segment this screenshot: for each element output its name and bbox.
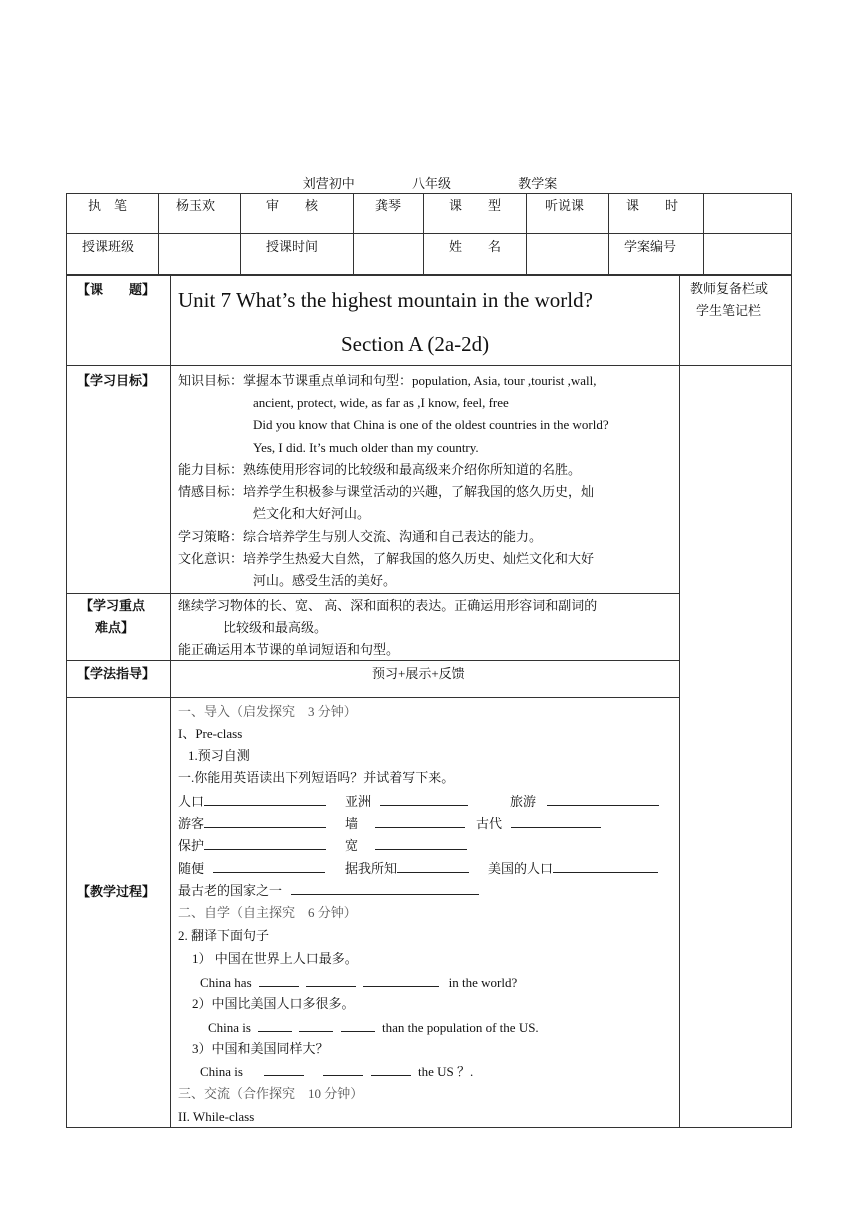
phrase-item: 美国的人口 <box>488 859 658 878</box>
unit-title: Unit 7 What’s the highest mountain in the world? <box>178 288 593 312</box>
phrase-item: 游客 <box>178 814 326 833</box>
key-point-line: 比较级和最高级。 <box>223 620 328 635</box>
lesson-type-value: 听说课 <box>545 198 585 213</box>
section-heading: 一、导入（启发探究 3 分钟） <box>178 704 357 719</box>
answer-blank[interactable] <box>264 1062 304 1076</box>
page-header <box>0 173 860 192</box>
objective-line: 学习策略：综合培养学生与别人交流、沟通和自己表达的能力。 <box>178 529 543 544</box>
key-point-line: 能正确运用本节课的单词短语和句型。 <box>178 642 400 657</box>
reviewer-value: 龚琴 <box>375 198 402 213</box>
phrase-item: 亚洲 <box>345 792 468 811</box>
pre-test-heading: 1.预习自测 <box>188 748 250 763</box>
while-class-heading: II. While-class <box>178 1109 255 1124</box>
objective-line: 河山。感受生活的美好。 <box>253 573 397 588</box>
topic-label: 【课 题】 <box>77 282 156 297</box>
answer-blank[interactable] <box>204 836 326 850</box>
class-label: 授课班级 <box>82 239 135 254</box>
answer-blank[interactable] <box>204 792 326 806</box>
objective-line: Yes, I did. It’s much older than my country. <box>253 440 479 455</box>
sentence-cn: 3）中国和美国同样大？ <box>192 1041 329 1056</box>
objective-line: 文化意识：培养学生热爱大自然，了解我国的悠久历史、灿烂文化和大好 <box>178 551 595 566</box>
notes-label-1: 教师复备栏或 <box>690 281 769 296</box>
answer-blank[interactable] <box>323 1062 363 1076</box>
answer-blank[interactable] <box>547 792 659 806</box>
sentence-cn: 2）中国比美国人口多很多。 <box>192 996 355 1011</box>
method-label: 【学法指导】 <box>77 666 156 681</box>
phrase-item: 随便 <box>178 859 325 878</box>
period-label: 课 时 <box>626 198 679 213</box>
answer-blank[interactable] <box>213 859 325 873</box>
phrase-item: 墙 <box>345 814 465 833</box>
answer-blank[interactable] <box>380 792 468 806</box>
answer-blank[interactable] <box>204 814 326 828</box>
objective-line: ancient, protect, wide, as far as ,I know, feel, free <box>253 395 509 410</box>
answer-blank[interactable] <box>258 1018 292 1032</box>
process-label: 【教学过程】 <box>77 884 156 899</box>
question-text: 一.你能用英语读出下列短语吗？并试着写下来。 <box>178 770 455 785</box>
notes-label-2: 学生笔记栏 <box>696 303 762 318</box>
objective-line: 能力目标：熟练使用形容词的比较级和最高级来介绍你所知道的名胜。 <box>178 462 582 477</box>
sentence-cn: 1） 中国在世界上人口最多。 <box>192 951 358 966</box>
sentence-en: China is than the population of the US. <box>208 1020 539 1035</box>
case-number-label: 学案编号 <box>624 239 677 254</box>
answer-blank[interactable] <box>511 814 601 828</box>
objective-line: 知识目标：掌握本节课重点单词和句型：population, Asia, tour ,tourist ,wall, <box>178 373 597 388</box>
objective-line: 情感目标：培养学生积极参与课堂活动的兴趣，了解我国的悠久历史，灿 <box>178 484 595 499</box>
phrase-item: 古代 <box>476 814 601 833</box>
key-points-label-1: 【学习重点 <box>80 598 146 613</box>
key-points-label-2: 难点】 <box>95 620 135 635</box>
answer-blank[interactable] <box>375 814 465 828</box>
student-name-label: 姓 名 <box>449 239 502 254</box>
objectives-label: 【学习目标】 <box>77 373 156 388</box>
answer-blank[interactable] <box>371 1062 411 1076</box>
school-name: 刘营初中 <box>302 176 355 191</box>
method-text: 预习+展示+反馈 <box>372 666 465 681</box>
grade-label: 八年级 <box>411 176 451 191</box>
section-title: Section A (2a-2d) <box>341 332 490 356</box>
sentence-en: China is the US ？. <box>200 1064 474 1079</box>
pre-class-heading: I、Pre-class <box>178 726 243 741</box>
phrase-item: 保护 <box>178 836 326 855</box>
answer-blank[interactable] <box>299 1018 333 1032</box>
lesson-type-label: 课 型 <box>449 198 502 213</box>
phrase-item: 据我所知 <box>345 859 469 878</box>
phrase-item: 宽 <box>345 836 467 855</box>
answer-blank[interactable] <box>363 973 439 987</box>
section-heading: 三、交流（合作探究 10 分钟） <box>178 1086 364 1101</box>
translate-heading: 2. 翻译下面句子 <box>178 928 270 943</box>
key-point-line: 继续学习物体的长、宽、 高、深和面积的表达。正确运用形容词和副词的 <box>178 598 598 613</box>
answer-blank[interactable] <box>306 973 356 987</box>
reviewer-label: 审 核 <box>266 198 319 213</box>
answer-blank[interactable] <box>341 1018 375 1032</box>
sentence-en: China has in the world? <box>200 975 518 990</box>
objective-line: 烂文化和大好河山。 <box>253 506 371 521</box>
info-table <box>66 193 792 275</box>
phrase-item: 旅游 <box>510 792 659 811</box>
phrase-item: 最古老的国家之一 <box>178 881 479 900</box>
answer-blank[interactable] <box>291 881 479 895</box>
answer-blank[interactable] <box>375 836 467 850</box>
answer-blank[interactable] <box>553 859 658 873</box>
doc-type: 教学案 <box>518 176 558 191</box>
phrase-item: 人口 <box>178 792 326 811</box>
answer-blank[interactable] <box>259 973 299 987</box>
time-label: 授课时间 <box>266 239 319 254</box>
answer-blank[interactable] <box>397 859 469 873</box>
author-value: 杨玉欢 <box>176 198 216 213</box>
author-label: 执 笔 <box>88 198 128 213</box>
objective-line: Did you know that China is one of the oldest countries in the world? <box>253 417 609 432</box>
section-heading: 二、自学（自主探究 6 分钟） <box>178 905 357 920</box>
